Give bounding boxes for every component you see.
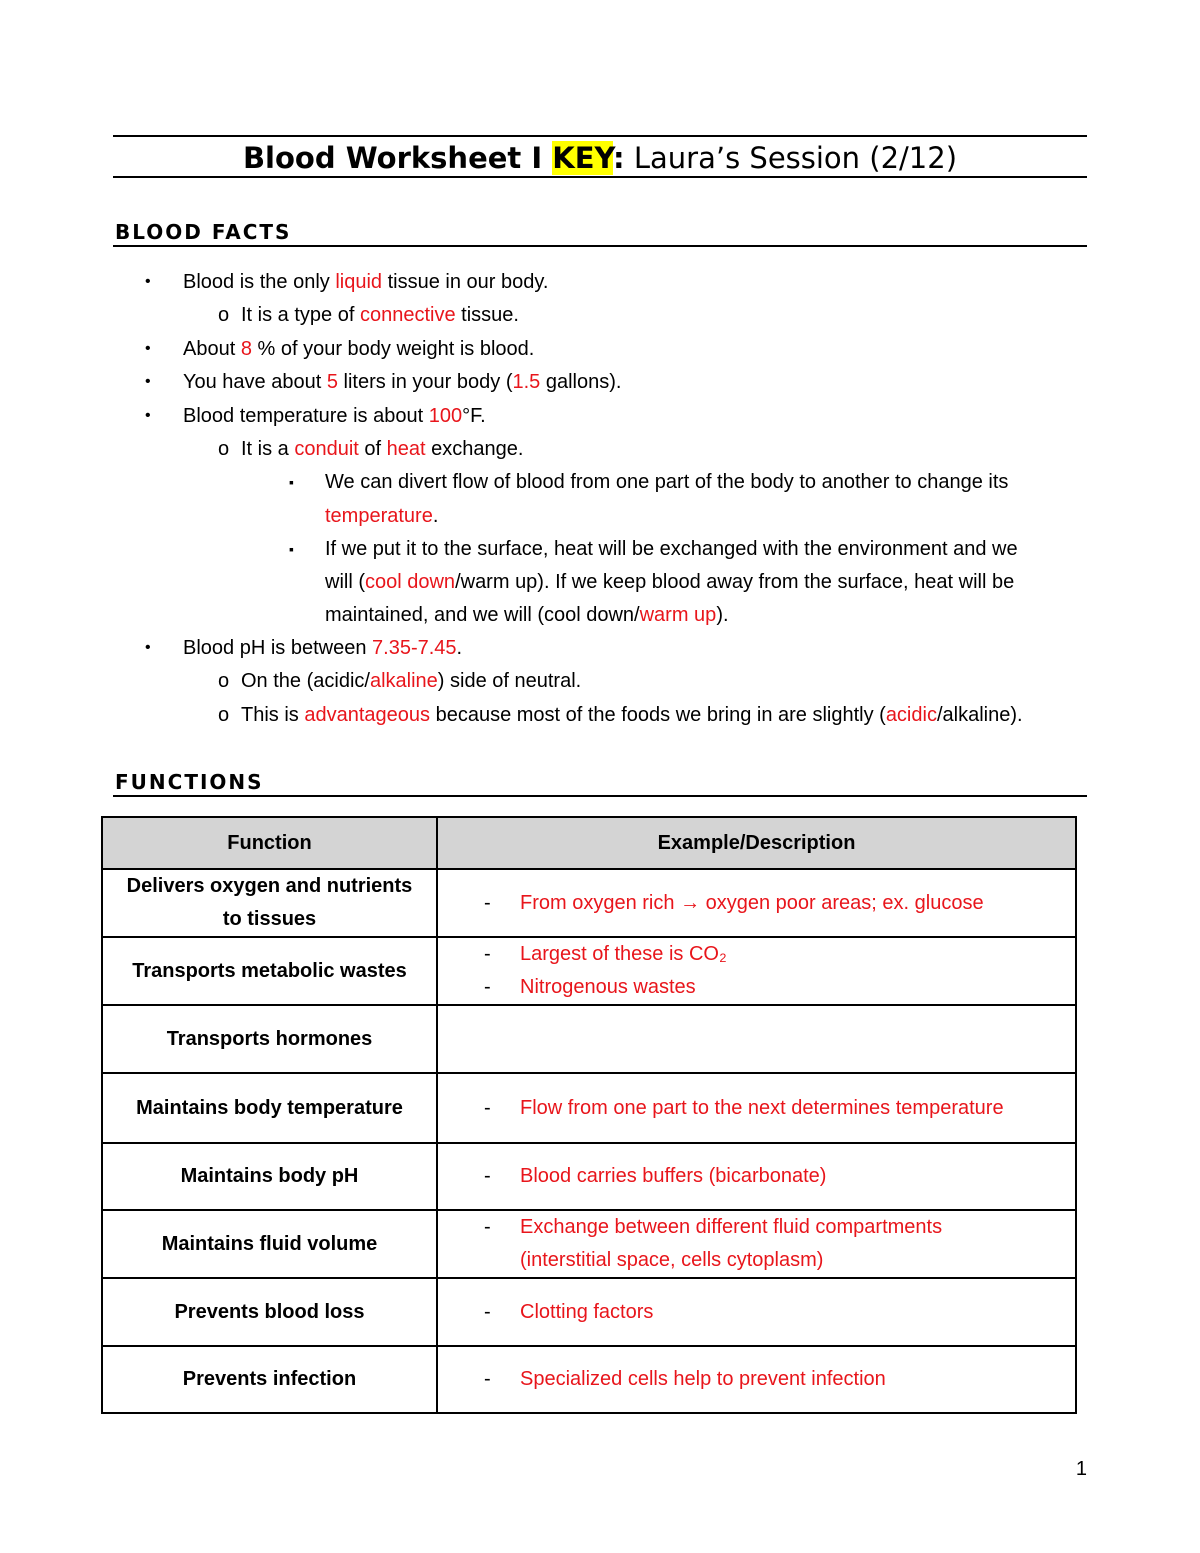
function-cell: Transports hormones (102, 1005, 437, 1073)
function-cell: Prevents blood loss (102, 1278, 437, 1346)
circle-bullet-icon: o (218, 304, 230, 326)
description-cell: - From oxygen rich → oxygen poor areas; ex. glucose (437, 869, 1076, 937)
col-description-header: Example/Description (437, 817, 1076, 869)
functions-table (101, 816, 1077, 1414)
functions-heading: FUNCTIONS (115, 770, 264, 794)
title-top-rule (113, 135, 1087, 137)
page-title: Blood Worksheet I KEY: Laura’s Session (2/12) (242, 141, 958, 175)
right-arrow-icon: → (680, 891, 701, 914)
fact-connective: It is a type of connective tissue. (241, 304, 519, 326)
circle-bullet-icon: o (218, 438, 230, 460)
fact-liters: You have about 5 liters in your body (1.5 gallons). (183, 371, 622, 393)
fact-surface-line2: will (cool down/warm up). If we keep blood away from the surface, heat will be (325, 571, 1015, 593)
fact-divert-flow-cont: temperature. (325, 505, 439, 527)
description-cell: - Specialized cells help to prevent infection (437, 1346, 1076, 1413)
fact-ph: Blood pH is between 7.35-7.45. (183, 637, 463, 659)
function-cell: Maintains fluid volume (102, 1210, 437, 1278)
bullet-icon: • (145, 639, 151, 656)
function-cell: Delivers oxygen and nutrients to tissues (102, 869, 437, 937)
circle-bullet-icon: o (218, 704, 230, 726)
table-row (102, 1005, 1076, 1073)
fact-alkaline-side: On the (acidic/alkaline) side of neutral. (241, 670, 582, 692)
description-cell: - Flow from one part to the next determines temperature (437, 1073, 1076, 1143)
table-row (102, 1278, 1076, 1346)
bullet-icon: • (145, 340, 151, 357)
table-row (102, 1143, 1076, 1210)
table-row (102, 1346, 1076, 1413)
fact-body-weight: About 8 % of your body weight is blood. (183, 338, 535, 360)
page-number: 1 (1075, 1458, 1087, 1480)
circle-bullet-icon: o (218, 670, 230, 692)
square-bullet-icon: ▪ (289, 474, 294, 490)
fact-divert-flow: We can divert flow of blood from one part of the body to another to change its (325, 471, 1009, 493)
fact-temperature: Blood temperature is about 100°F. (183, 405, 486, 427)
fact-surface-line1: If we put it to the surface, heat will be exchanged with the environment and we (325, 538, 1018, 560)
bullet-icon: • (145, 273, 151, 290)
col-function-header: Function (102, 817, 437, 869)
fact-conduit: It is a conduit of heat exchange. (241, 438, 524, 460)
table-row (102, 869, 1076, 937)
bullet-icon: • (145, 407, 151, 424)
description-cell (437, 1005, 1076, 1073)
fact-surface-line3: maintained, and we will (cool down/warm up). (325, 604, 729, 626)
function-cell: Maintains body pH (102, 1143, 437, 1210)
table-row (102, 937, 1076, 1005)
description-cell: - Clotting factors (437, 1278, 1076, 1346)
description-cell: - Exchange between different fluid compartments (interstitial space, cells cytoplasm) (437, 1210, 1076, 1278)
function-cell: Transports metabolic wastes (102, 937, 437, 1005)
function-cell: Prevents infection (102, 1346, 437, 1413)
blood-facts-heading: BLOOD FACTS (115, 220, 292, 244)
square-bullet-icon: ▪ (289, 541, 294, 557)
description-cell: - Largest of these is CO₂ - Nitrogenous wastes (437, 937, 1076, 1005)
fact-liquid: Blood is the only liquid tissue in our body. (183, 271, 549, 293)
fact-advantageous: This is advantageous because most of the foods we bring in are slightly (acidic/alkaline). (241, 704, 1023, 726)
function-cell: Maintains body temperature (102, 1073, 437, 1143)
blood-facts-rule (113, 245, 1087, 247)
functions-rule (113, 795, 1087, 797)
table-header-row (102, 817, 1076, 869)
bullet-icon: • (145, 373, 151, 390)
table-row (102, 1210, 1076, 1278)
table-row (102, 1073, 1076, 1143)
title-bottom-rule (113, 176, 1087, 178)
description-cell: - Blood carries buffers (bicarbonate) (437, 1143, 1076, 1210)
